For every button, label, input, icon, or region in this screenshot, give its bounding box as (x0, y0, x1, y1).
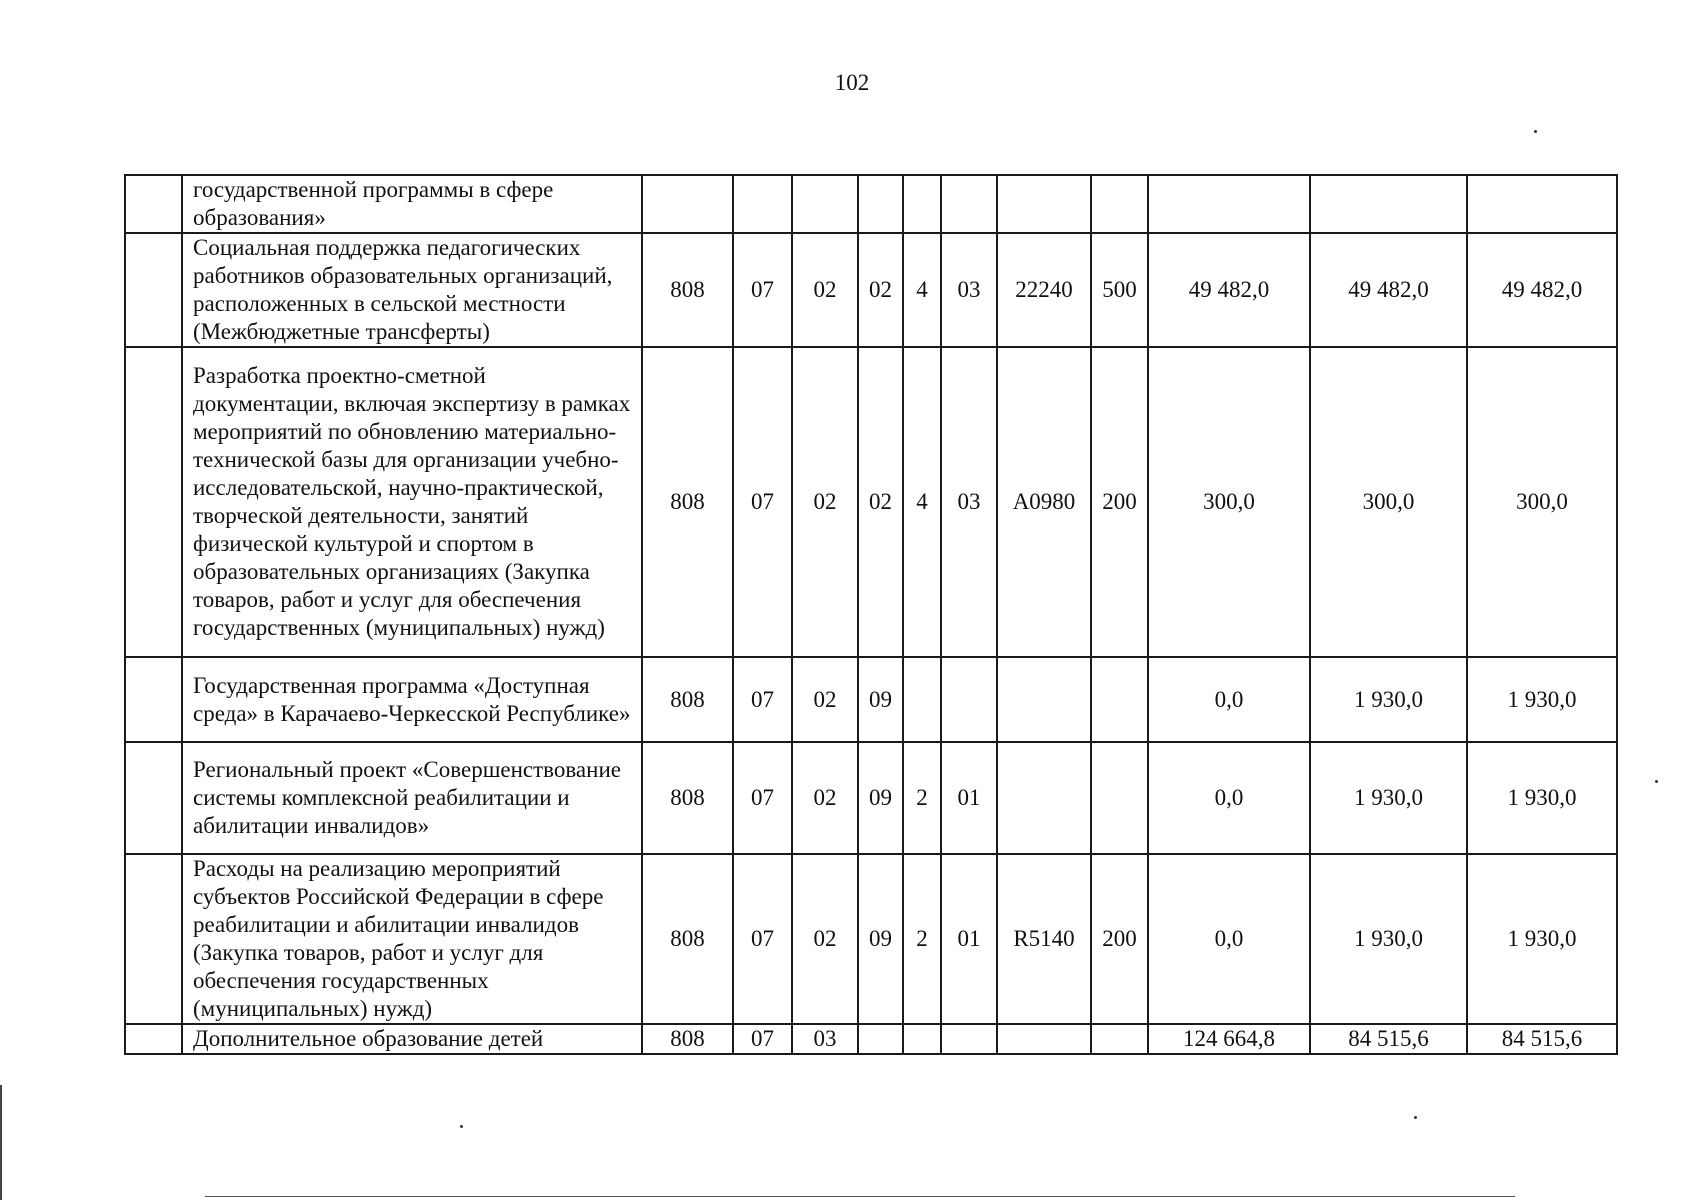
description-cell: государственной программы в сфере образования» (182, 175, 642, 233)
amount-year-1-cell: 0,0 (1148, 742, 1310, 854)
amount-year-1-cell: 300,0 (1148, 347, 1310, 657)
amount-year-2-cell: 49 482,0 (1310, 233, 1467, 347)
event-code-cell: 03 (941, 233, 997, 347)
ministry-code-cell: 808 (642, 347, 733, 657)
table-row (125, 657, 1617, 742)
program-code-cell: 02 (858, 347, 903, 657)
row-number-cell (125, 1024, 182, 1054)
amount-year-2-cell: 1 930,0 (1310, 854, 1467, 1024)
expense-type-cell (1091, 742, 1148, 854)
amount-year-2-cell (1310, 175, 1467, 233)
amount-year-1-cell: 124 664,8 (1148, 1024, 1310, 1054)
program-code-cell: 09 (858, 854, 903, 1024)
scan-speck (1655, 780, 1658, 783)
row-number-cell (125, 742, 182, 854)
direction-code-cell (997, 175, 1091, 233)
section-code-cell: 07 (733, 1024, 792, 1054)
table-row (125, 347, 1617, 657)
event-code-cell (941, 657, 997, 742)
row-number-cell (125, 657, 182, 742)
scan-bottom-rule (205, 1196, 1515, 1197)
direction-code-cell (997, 1024, 1091, 1054)
ministry-code-cell: 808 (642, 657, 733, 742)
event-code-cell: 01 (941, 854, 997, 1024)
description-cell: Региональный проект «Совершенствование системы комплексной реабилитации и абилитации инвалидов» (182, 742, 642, 854)
subsection-code-cell: 02 (792, 742, 858, 854)
direction-code-cell: R5140 (997, 854, 1091, 1024)
amount-year-3-cell: 300,0 (1467, 347, 1617, 657)
section-code-cell: 07 (733, 233, 792, 347)
program-code-cell: 02 (858, 233, 903, 347)
amount-year-1-cell: 0,0 (1148, 657, 1310, 742)
table-row (125, 233, 1617, 347)
table-row (125, 175, 1617, 233)
expense-type-cell: 200 (1091, 854, 1148, 1024)
subsection-code-cell: 02 (792, 854, 858, 1024)
section-code-cell: 07 (733, 657, 792, 742)
amount-year-3-cell: 1 930,0 (1467, 742, 1617, 854)
subsection-code-cell (792, 175, 858, 233)
amount-year-3-cell: 1 930,0 (1467, 854, 1617, 1024)
subsection-code-cell: 02 (792, 347, 858, 657)
direction-code-cell: А0980 (997, 347, 1091, 657)
amount-year-1-cell: 0,0 (1148, 854, 1310, 1024)
scan-speck (460, 1125, 463, 1128)
program-code-cell (858, 175, 903, 233)
amount-year-3-cell: 49 482,0 (1467, 233, 1617, 347)
table-row (125, 1024, 1617, 1054)
scan-edge-mark (0, 1085, 2, 1200)
subprogram-code-cell (903, 657, 941, 742)
amount-year-2-cell: 300,0 (1310, 347, 1467, 657)
page-number: 102 (834, 70, 870, 95)
direction-code-cell (997, 742, 1091, 854)
program-code-cell (858, 1024, 903, 1054)
event-code-cell: 01 (941, 742, 997, 854)
direction-code-cell (997, 657, 1091, 742)
subprogram-code-cell: 2 (903, 742, 941, 854)
row-number-cell (125, 233, 182, 347)
ministry-code-cell (642, 175, 733, 233)
scan-speck (1414, 1116, 1417, 1119)
event-code-cell: 03 (941, 347, 997, 657)
amount-year-3-cell: 84 515,6 (1467, 1024, 1617, 1054)
event-code-cell (941, 175, 997, 233)
amount-year-2-cell: 84 515,6 (1310, 1024, 1467, 1054)
expense-type-cell (1091, 657, 1148, 742)
description-cell: Государственная программа «Доступная среда» в Карачаево-Черкесской Республике» (182, 657, 642, 742)
description-cell: Дополнительное образование детей (182, 1024, 642, 1054)
subsection-code-cell: 02 (792, 657, 858, 742)
description-cell: Расходы на реализацию мероприятий субъектов Российской Федерации в сфере реабилитации и абилитации инвалидов (Закупка товаров, работ и услуг для обеспечения государственных (муниципальных) нужд) (182, 854, 642, 1024)
subsection-code-cell: 03 (792, 1024, 858, 1054)
amount-year-1-cell (1148, 175, 1310, 233)
program-code-cell: 09 (858, 657, 903, 742)
amount-year-3-cell (1467, 175, 1617, 233)
amount-year-1-cell: 49 482,0 (1148, 233, 1310, 347)
section-code-cell: 07 (733, 347, 792, 657)
row-number-cell (125, 347, 182, 657)
event-code-cell (941, 1024, 997, 1054)
subprogram-code-cell (903, 175, 941, 233)
ministry-code-cell: 808 (642, 1024, 733, 1054)
scan-speck (1534, 130, 1537, 133)
table-row (125, 742, 1617, 854)
subprogram-code-cell: 4 (903, 233, 941, 347)
expense-type-cell: 500 (1091, 233, 1148, 347)
ministry-code-cell: 808 (642, 233, 733, 347)
ministry-code-cell: 808 (642, 854, 733, 1024)
ministry-code-cell: 808 (642, 742, 733, 854)
section-code-cell (733, 175, 792, 233)
amount-year-2-cell: 1 930,0 (1310, 742, 1467, 854)
expense-type-cell (1091, 1024, 1148, 1054)
description-cell: Разработка проектно-сметной документации, включая экспертизу в рамках мероприятий по обновлению материально-технической базы для организации учебно-исследовательской, научно-практической, творческой деятельности, занятий физической культурой и спортом в образовательных организациях (Закупка товаров, работ и услуг для обеспечения государственных (муниципальных) нужд) (182, 347, 642, 657)
budget-table (124, 174, 1618, 1055)
subprogram-code-cell (903, 1024, 941, 1054)
direction-code-cell: 22240 (997, 233, 1091, 347)
table-row (125, 854, 1617, 1024)
program-code-cell: 09 (858, 742, 903, 854)
subsection-code-cell: 02 (792, 233, 858, 347)
row-number-cell (125, 854, 182, 1024)
expense-type-cell (1091, 175, 1148, 233)
section-code-cell: 07 (733, 742, 792, 854)
amount-year-3-cell: 1 930,0 (1467, 657, 1617, 742)
section-code-cell: 07 (733, 854, 792, 1024)
amount-year-2-cell: 1 930,0 (1310, 657, 1467, 742)
subprogram-code-cell: 2 (903, 854, 941, 1024)
subprogram-code-cell: 4 (903, 347, 941, 657)
description-cell: Социальная поддержка педагогических работников образовательных организаций, расположенных в сельской местности (Межбюджетные трансферты) (182, 233, 642, 347)
row-number-cell (125, 175, 182, 233)
expense-type-cell: 200 (1091, 347, 1148, 657)
